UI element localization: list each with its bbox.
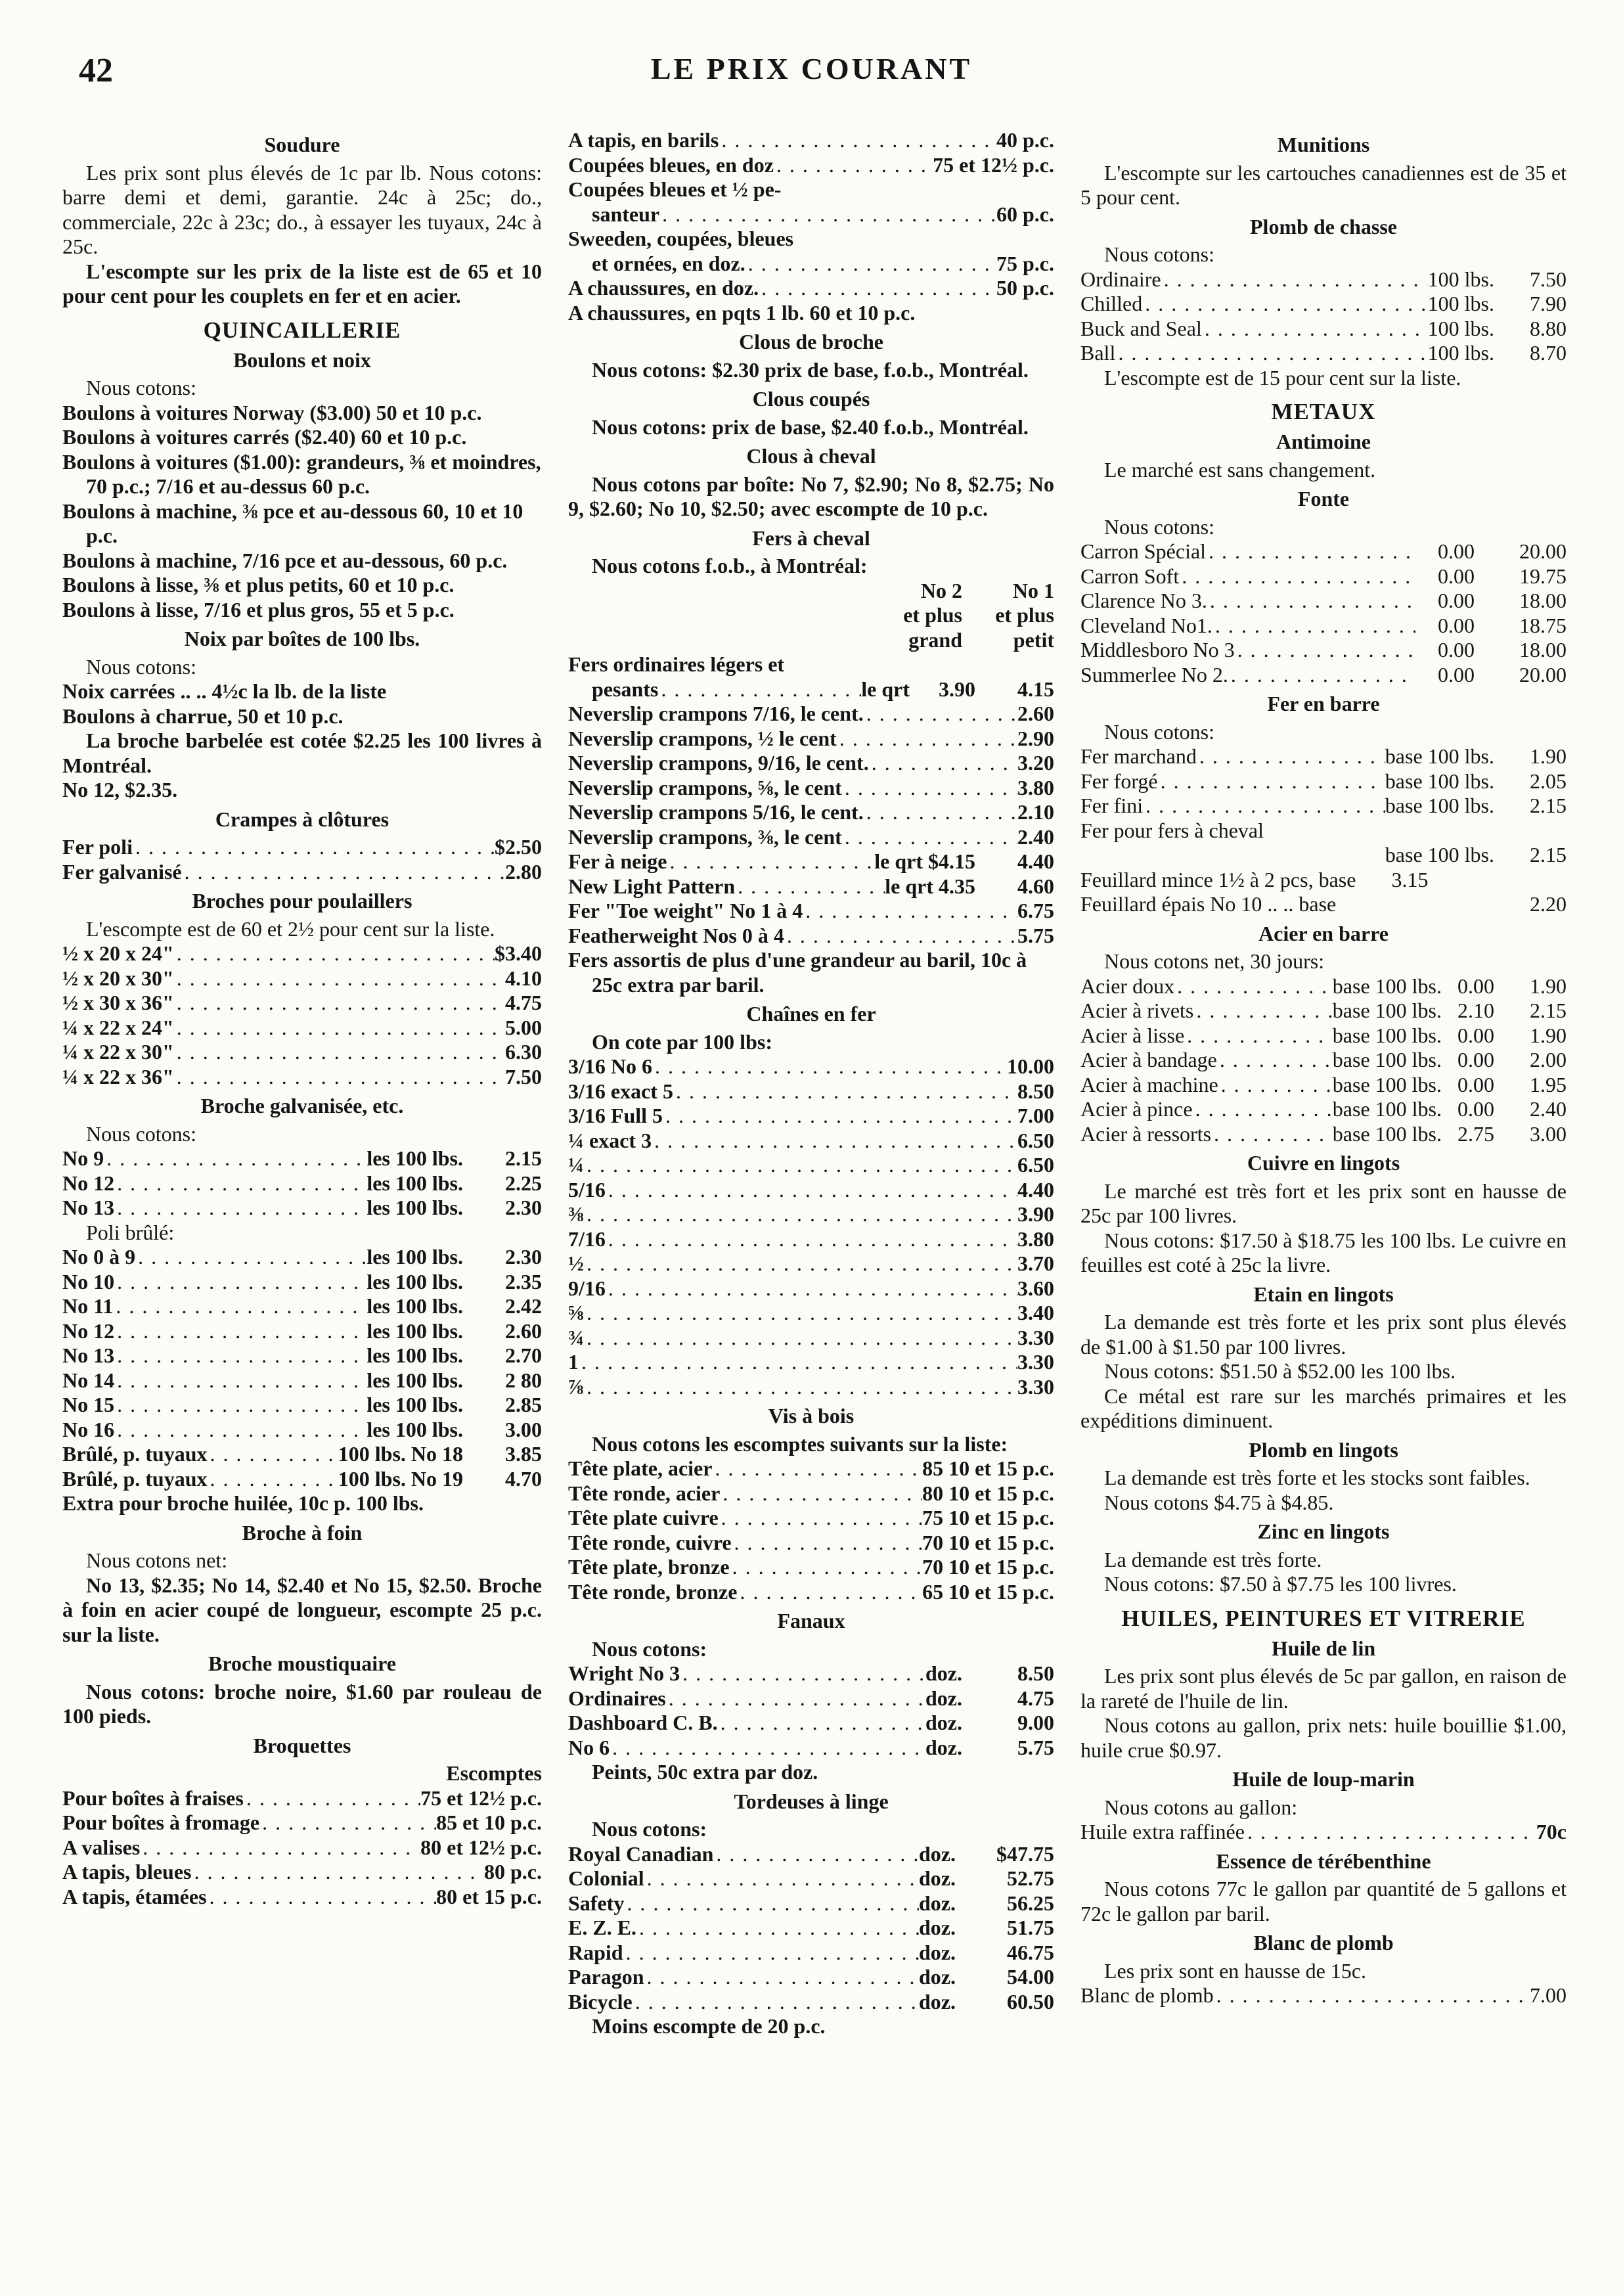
price-row: Middlesboro No 3 . . . 0.00 18.00 (1080, 638, 1567, 663)
price-row: Brûlé, p. tuyaux . . . 100 lbs. No 19 4.70 (62, 1467, 542, 1492)
price-row: ¼ x 22 x 24" . . . 5.00 (62, 1016, 542, 1041)
price-row: Wright No 3 . . . doz. 8.50 (568, 1661, 1054, 1686)
heading-clous-coupes: Clous coupés (752, 387, 870, 411)
heading-soudure: Soudure (264, 133, 340, 156)
price-row: A valises . . . 80 et 12½ p.c. (62, 1835, 542, 1860)
price-row: Summerlee No 2. . . . 0.00 20.00 (1080, 663, 1567, 688)
heading-munitions: Munitions (1277, 133, 1370, 156)
price-row: No 13 . . . les 100 lbs. 2.30 (62, 1196, 542, 1221)
price-row: ½ x 20 x 24" . . . $3.40 (62, 941, 542, 966)
plomb-lingots-text: La demande est très forte et les stocks sont faibles. (1104, 1466, 1530, 1489)
text-line: Coupées bleues et ½ pe- (568, 177, 782, 201)
price-row: Bicycle . . . doz. 60.50 (568, 1990, 1054, 2015)
price-row: Tête plate, acier . . . 85 10 et 15 p.c. (568, 1456, 1054, 1481)
price-row: Chilled . . . 100 lbs. 7.90 (1080, 292, 1567, 317)
price-row: ¼ x 22 x 30" . . . 6.30 (62, 1040, 542, 1065)
heading-fanaux: Fanaux (777, 1609, 845, 1632)
price-row: Neverslip crampons, ⅝, le cent . . . 3.80 (568, 776, 1054, 801)
antimoine-text: Le marché est sans changement. (1104, 457, 1376, 482)
price-row: Dashboard C. B. . . . doz. 9.00 (568, 1711, 1054, 1736)
price-row: Clarence No 3. . . . 0.00 18.00 (1080, 589, 1567, 614)
price-row: Buck and Seal . . . 100 lbs. 8.80 (1080, 317, 1567, 342)
price-row: Ball . . . 100 lbs. 8.70 (1080, 341, 1567, 366)
zinc-text: La demande est très forte. (1104, 1547, 1322, 1571)
foin-text: No 13, $2.35; No 14, $2.40 et No 15, $2.50. Broche à foin en acier coupé de longueur, escompte 25 p.c. sur la liste. (62, 1573, 542, 1646)
boulons-item: Boulons à lisse, 7/16 et plus gros, 55 et 5 p.c. (62, 597, 455, 621)
price-row: Acier à pince . . . base 100 lbs. 0.00 2.40 (1080, 1097, 1567, 1122)
tordeuses-note: Moins escompte de 20 p.c. (592, 2014, 826, 2038)
price-row: Ordinaires . . . doz. 4.75 (568, 1686, 1054, 1711)
price-row: ⅞ . . . 3.30 (568, 1375, 1054, 1400)
text-line: Fers assortis de plus d'une grandeur au baril, 10c à 25c extra par baril. (568, 948, 1027, 997)
moustiquaire-text: Nous cotons: broche noire, $1.60 par rouleau de 100 pieds. (62, 1679, 542, 1728)
heading-clous-cheval: Clous à cheval (746, 444, 876, 468)
heading-cuivre: Cuivre en lingots (1247, 1151, 1400, 1175)
price-row: ½ . . . 3.70 (568, 1251, 1054, 1276)
price-row: 3/16 Full 5 . . . 7.00 (568, 1104, 1054, 1129)
fanaux-note: Peints, 50c extra par doz. (592, 1760, 818, 1784)
price-row: No 12 . . . les 100 lbs. 2.25 (62, 1171, 542, 1196)
price-row: 3/16 No 6 . . . 10.00 (568, 1054, 1054, 1079)
price-row: No 12 . . . les 100 lbs. 2.60 (62, 1319, 542, 1344)
running-title: LE PRIX COURANT (650, 52, 973, 85)
price-row: 5/16 . . . 4.40 (568, 1178, 1054, 1203)
heading-clous-broche: Clous de broche (739, 330, 883, 353)
price-row: Fer "Toe weight" No 1 à 4 . . . 6.75 (568, 899, 1054, 924)
price-row: Acier à ressorts . . . base 100 lbs. 2.75 3.00 (1080, 1122, 1567, 1147)
heading-tordeuses: Tordeuses à linge (734, 1789, 889, 1813)
soudure-text: Les prix sont plus élevés de 1c par lb. Nous cotons: barre demi et demi, garantie. 24c à 25c; do., commerciale, 22c à 23c; do., à essayer les tuyaux, 24c à 25c. (62, 160, 542, 258)
price-row: ¾ . . . 3.30 (568, 1326, 1054, 1351)
etain-text: Ce métal est rare sur les marchés primaires et les expéditions diminuent. (1080, 1384, 1567, 1432)
chaines-intro: On cote par 100 lbs: (592, 1029, 772, 1054)
boulons-item: Boulons à voitures Norway ($3.00) 50 et 10 p.c. (62, 400, 482, 424)
galv-intro: Nous cotons: (86, 1121, 196, 1146)
heading-broches: Broches pour poulaillers (192, 889, 412, 912)
fanaux-intro: Nous cotons: (592, 1636, 707, 1661)
price-row: ⅝ . . . 3.40 (568, 1301, 1054, 1326)
brule-intro: Poli brûlé: (86, 1220, 175, 1244)
price-row: 9/16 . . . 3.60 (568, 1276, 1054, 1301)
price-row: ¼ x 22 x 36" . . . 7.50 (62, 1065, 542, 1090)
price-row: A chaussures, en doz. . . . 50 p.c. (568, 276, 1054, 301)
price-row: ½ x 30 x 36" . . . 4.75 (62, 991, 542, 1016)
plomb-intro: Nous cotons: (1104, 242, 1214, 266)
plomb-note: L'escompte est de 15 pour cent sur la liste. (1104, 365, 1461, 390)
noix-intro: Nous cotons: (86, 654, 196, 679)
heading-broquettes: Broquettes (253, 1733, 351, 1757)
heading-fers-cheval: Fers à cheval (752, 526, 870, 550)
price-row: Fer à neige . . . le qrt $4.15 4.40 (568, 849, 1054, 874)
price-row: A tapis, en barils . . . 40 p.c. (568, 128, 1054, 153)
price-row: Fer forgé . . . base 100 lbs. 2.05 (1080, 769, 1567, 794)
huile-lin-text: Les prix sont plus élevés de 5c par gallon, en raison de la rareté de l'huile de lin. (1080, 1664, 1567, 1713)
price-row: ¼ exact 3 . . . 6.50 (568, 1129, 1054, 1154)
price-row: Fer poli . . . $2.50 (62, 835, 542, 860)
price-row: Safety . . . doz. 56.25 (568, 1891, 1054, 1916)
text-line: A chaussures, en pqts 1 lb. 60 et 10 p.c. (568, 300, 916, 325)
price-row: Tête plate cuivre . . . 75 10 et 15 p.c. (568, 1506, 1054, 1531)
text-line: Fers ordinaires légers et (568, 652, 785, 676)
price-row: Ordinaire . . . 100 lbs. 7.50 (1080, 267, 1567, 292)
fonte-intro: Nous cotons: (1104, 514, 1214, 539)
heading-plomb-chasse: Plomb de chasse (1250, 214, 1397, 238)
price-row: A tapis, étamées . . . 80 et 15 p.c. (62, 1885, 542, 1910)
heading-moustiquaire: Broche moustiquaire (208, 1652, 396, 1675)
fers-intro: Nous cotons f.o.b., à Montréal: (592, 554, 868, 577)
price-row: Tête ronde, cuivre . . . 70 10 et 15 p.c. (568, 1531, 1054, 1556)
loup-intro: Nous cotons au gallon: (1104, 1795, 1298, 1819)
price-row: 7/16 . . . 3.80 (568, 1227, 1054, 1252)
boulons-item: Boulons à lisse, ⅜ et plus petits, 60 et 10 p.c. (62, 573, 455, 597)
price-row: Acier à rivets . . . base 100 lbs. 2.10 2.15 (1080, 999, 1567, 1024)
price-row: Neverslip crampons, 9/16, le cent. . . . 3.20 (568, 751, 1054, 776)
price-row: Royal Canadian . . . doz. $47.75 (568, 1842, 1054, 1867)
broches-intro: L'escompte est de 60 et 2½ pour cent sur la liste. (86, 916, 495, 941)
price-row: No 9 . . . les 100 lbs. 2.15 (62, 1146, 542, 1171)
column-2 (568, 128, 1054, 2039)
heading-boulons: Boulons et noix (233, 348, 371, 372)
boulons-item: Boulons à voitures carrés ($2.40) 60 et 10 p.c. (62, 425, 467, 449)
fer-barre-intro: Nous cotons: (1104, 719, 1214, 744)
price-row: santeur . . . 60 p.c. (568, 202, 1054, 227)
boulons-item: Boulons à machine, ⅜ pce et au-dessous 60, 10 et 10 p.c. (62, 499, 523, 547)
page-number: 42 (79, 52, 113, 89)
clous-coupes-text: Nous cotons: prix de base, $2.40 f.o.b., Montréal. (592, 415, 1029, 439)
vis-intro: Nous cotons les escomptes suivants sur la liste: (592, 1431, 1008, 1456)
price-row: Fer fini . . . base 100 lbs. 2.15 (1080, 794, 1567, 819)
noix-line: Noix carrées .. .. 4½c la lb. de la liste (62, 679, 387, 703)
price-row: Tête ronde, acier . . . 80 10 et 15 p.c. (568, 1481, 1054, 1506)
price-row: No 10 . . . les 100 lbs. 2.35 (62, 1270, 542, 1295)
price-row: 1 . . . 3.30 (568, 1350, 1054, 1375)
price-row: Acier à bandage . . . base 100 lbs. 0.00 2.00 (1080, 1048, 1567, 1073)
price-row: E. Z. E. . . . doz. 51.75 (568, 1916, 1054, 1941)
price-row: Fer galvanisé . . . 2.80 (62, 860, 542, 885)
price-row: Tête ronde, bronze . . . 65 10 et 15 p.c. (568, 1580, 1054, 1605)
heading-zinc: Zinc en lingots (1257, 1519, 1390, 1543)
munitions-text: L'escompte sur les cartouches canadiennes est de 35 et 5 pour cent. (1080, 160, 1567, 209)
tordeuses-intro: Nous cotons: (592, 1817, 707, 1841)
heading-chaines: Chaînes en fer (746, 1002, 876, 1025)
heading-blanc-plomb: Blanc de plomb (1253, 1931, 1394, 1954)
foin-intro: Nous cotons net: (86, 1548, 228, 1572)
price-row: Neverslip crampons, ½ le cent . . . 2.90 (568, 727, 1054, 752)
heading-fer-barre: Fer en barre (1267, 692, 1380, 715)
boulons-item: Boulons à voitures ($1.00): grandeurs, ⅜ et moindres, 70 p.c.; 7/16 et au-dessus 60 p.c. (62, 449, 541, 498)
price-row: No 13 . . . les 100 lbs. 2.70 (62, 1343, 542, 1368)
text-line: Fer pour fers à cheval (1080, 818, 1264, 842)
heading-loup-marin: Huile de loup-marin (1232, 1767, 1415, 1791)
price-row: Paragon . . . doz. 54.00 (568, 1965, 1054, 1990)
cuivre-text: Le marché est très fort et les prix sont en hausse de 25c par 100 livres. (1080, 1179, 1567, 1227)
price-row: Blanc de plomb . . . 7.00 (1080, 1983, 1567, 2008)
price-row: Feuillard épais No 10 .. .. base 2.20 (1080, 892, 1567, 916)
heading-plomb-lingots: Plomb en lingots (1249, 1437, 1398, 1462)
price-row: No 0 à 9 . . . les 100 lbs. 2.30 (62, 1245, 542, 1270)
fers-col-head: grand petit (908, 627, 1054, 652)
price-row: ⅜ . . . 3.90 (568, 1202, 1054, 1227)
price-row: Neverslip crampons 5/16, le cent. . . . 2.10 (568, 800, 1054, 825)
column-3 (1080, 128, 1567, 2008)
noix-line: Boulons à charrue, 50 et 10 p.c. (62, 704, 344, 728)
terebenthine-text: Nous cotons 77c le gallon par quantité de 5 gallons et 72c le gallon par baril. (1080, 1877, 1567, 1925)
price-row: Pour boîtes à fromage . . . 85 et 10 p.c. (62, 1811, 542, 1835)
heading-etain: Etain en lingots (1253, 1282, 1394, 1306)
price-row: ½ x 20 x 30" . . . 4.10 (62, 966, 542, 991)
acier-intro: Nous cotons net, 30 jours: (1104, 949, 1325, 973)
soudure-note: L'escompte sur les prix de la liste est de 65 et 10 pour cent pour les couplets en fer et en acier. (62, 259, 542, 307)
noix-line: La broche barbelée est cotée $2.25 les 100 livres à Montréal. (62, 729, 542, 777)
noix-line: No 12, $2.35. (62, 778, 178, 801)
price-row: Fer marchand . . . base 100 lbs. 1.90 (1080, 744, 1567, 769)
price-row: No 14 . . . les 100 lbs. 2 80 (62, 1368, 542, 1393)
price-row: Cleveland No1. . . . 0.00 18.75 (1080, 614, 1567, 639)
price-row: Featherweight Nos 0 à 4 . . . 5.75 (568, 924, 1054, 949)
heading-huile-lin: Huile de lin (1271, 1636, 1376, 1660)
price-row: No 6 . . . doz. 5.75 (568, 1736, 1054, 1761)
price-row: Neverslip crampons, ⅜, le cent . . . 2.40 (568, 825, 1054, 850)
heading-crampes: Crampes à clôtures (215, 807, 389, 831)
fers-col-head: et plus et plus (903, 603, 1054, 627)
price-row: Neverslip crampons 7/16, le cent. . . . 2.60 (568, 702, 1054, 727)
price-row: Brûlé, p. tuyaux . . . 100 lbs. No 18 3.85 (62, 1442, 542, 1467)
price-row: Pour boîtes à fraises . . . 75 et 12½ p.c. (62, 1786, 542, 1811)
blanc-plomb-text: Les prix sont en hausse de 15c. (1104, 1958, 1367, 1983)
price-row: Feuillard mince 1½ à 2 pcs, base 3.15 (1080, 867, 1429, 891)
price-row: et ornées, en doz. . . . 75 p.c. (568, 252, 1054, 277)
price-row: Huile extra raffinée . . . 70c (1080, 1820, 1567, 1845)
heading-huiles: HUILES, PEINTURES ET VITRERIE (1121, 1605, 1526, 1631)
price-row: Acier à lisse . . . base 100 lbs. 0.00 1.90 (1080, 1024, 1567, 1048)
price-row: 3/16 exact 5 . . . 8.50 (568, 1079, 1054, 1104)
boulons-item: Boulons à machine, 7/16 pce et au-dessous, 60 p.c. (62, 548, 508, 572)
price-row: Coupées bleues, en doz . . . 75 et 12½ p.c. (568, 153, 1054, 178)
price-row: A tapis, bleues . . . 80 p.c. (62, 1860, 542, 1885)
heading-noix: Noix par boîtes de 100 lbs. (184, 627, 420, 650)
plomb-lingots-text: Nous cotons $4.75 à $4.85. (1104, 1490, 1334, 1514)
column-1 (62, 128, 542, 1909)
text-line: Sweeden, coupées, bleues (568, 227, 794, 250)
etain-text: La demande est très forte et les prix sont plus élevés de $1.00 à $1.50 par 100 livres. (1080, 1310, 1567, 1359)
price-row: Acier à machine . . . base 100 lbs. 0.00 1.95 (1080, 1073, 1567, 1098)
price-row: base 100 lbs. 2.15 (1385, 843, 1567, 867)
price-row: No 15 . . . les 100 lbs. 2.85 (62, 1393, 542, 1418)
zinc-text: Nous cotons: $7.50 à $7.75 les 100 livres. (1104, 1572, 1457, 1596)
heading-foin: Broche à foin (242, 1520, 363, 1544)
price-row: Acier doux . . . base 100 lbs. 0.00 1.90 (1080, 974, 1567, 999)
price-row: Colonial . . . doz. 52.75 (568, 1866, 1054, 1891)
price-row: ¼ . . . 6.50 (568, 1153, 1054, 1178)
heading-acier-barre: Acier en barre (1258, 921, 1389, 945)
huile-lin-text: Nous cotons au gallon, prix nets: huile bouillie $1.00, huile crue $0.97. (1080, 1713, 1567, 1762)
price-row: Rapid . . . doz. 46.75 (568, 1941, 1054, 1966)
price-row: pesants . . . le qrt 3.90 4.15 (568, 677, 1054, 702)
heading-antimoine: Antimoine (1276, 430, 1371, 453)
price-row: Carron Spécial . . . 0.00 20.00 (1080, 539, 1567, 564)
cuivre-text: Nous cotons: $17.50 à $18.75 les 100 lbs. Le cuivre en feuilles est coté à 25c la livre. (1080, 1228, 1567, 1276)
fers-col-head: No 2 No 1 (920, 578, 1054, 602)
price-row: No 11 . . . les 100 lbs. 2.42 (62, 1294, 542, 1319)
heading-vis: Vis à bois (768, 1404, 855, 1428)
heading-galvanisee: Broche galvanisée, etc. (200, 1094, 404, 1117)
escomptes-label: Escomptes (446, 1761, 542, 1785)
price-row: No 16 . . . les 100 lbs. 3.00 (62, 1418, 542, 1443)
extra-note: Extra pour broche huilée, 10c p. 100 lbs. (62, 1491, 424, 1515)
heading-terebenthine: Essence de térébenthine (1216, 1849, 1431, 1873)
heading-metaux: METAUX (1271, 399, 1376, 424)
price-row: Tête plate, bronze . . . 70 10 et 15 p.c. (568, 1555, 1054, 1580)
etain-text: Nous cotons: $51.50 à $52.00 les 100 lbs. (1104, 1359, 1456, 1383)
boulons-intro: Nous cotons: (86, 376, 196, 399)
clous-broche-text: Nous cotons: $2.30 prix de base, f.o.b., Montréal. (592, 357, 1029, 382)
price-row: New Light Pattern . . . le qrt 4.35 4.60 (568, 874, 1054, 899)
heading-fonte: Fonte (1297, 487, 1350, 510)
heading-quincaillerie: QUINCAILLERIE (203, 317, 401, 343)
price-row: Carron Soft . . . 0.00 19.75 (1080, 564, 1567, 589)
clous-cheval-text: Nous cotons par boîte: No 7, $2.90; No 8, $2.75; No 9, $2.60; No 10, $2.50; avec escompte de 10 p.c. (568, 472, 1054, 520)
